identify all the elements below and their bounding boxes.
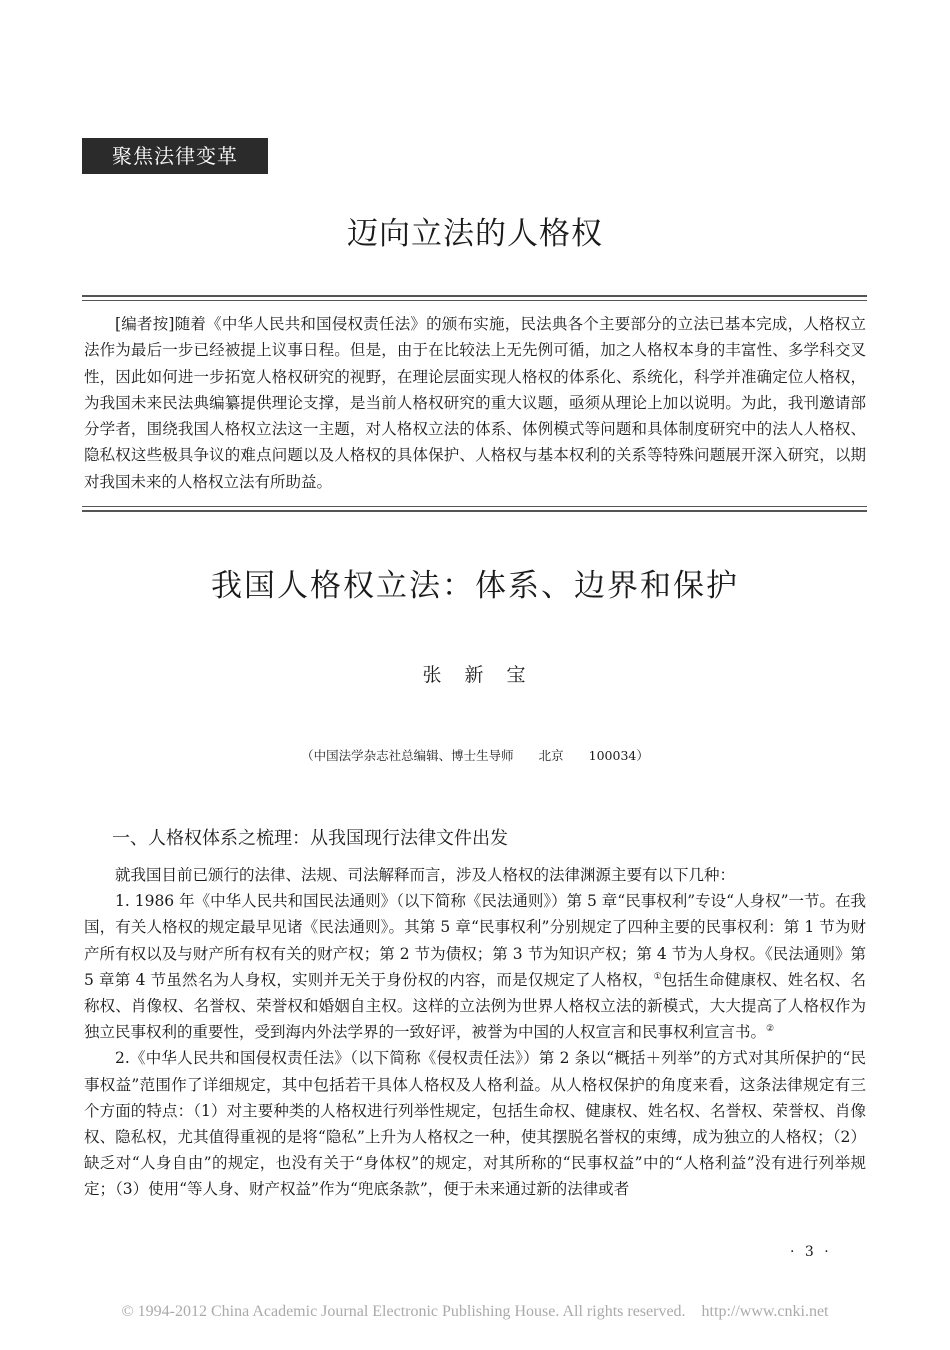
body-text xyxy=(84,862,866,1203)
affiliation: （中国法学杂志社总编辑、博士生导师 北京 100034） xyxy=(301,748,649,763)
top-double-rule xyxy=(82,295,867,301)
paragraph-1-text-b: 包括生命健康权、姓名权、名称权、肖像权、名誉权、荣誉权和婚姻自主权。这样的立法例为世界人格权立法的新模式，大大提高了人格权作为独立民事权利的重要性，受到海内外法学界的一致好评，被誉为中国的人权宣言和民事权利宣言书。 xyxy=(84,970,866,1042)
page-number: · 3 · xyxy=(790,1244,832,1260)
editor-note-text: [编者按]随着《中华人民共和国侵权责任法》的颁布实施，民法典各个主要部分的立法已基本完成，人格权立法作为最后一步已经被提上议事日程。但是，由于在比较法上无先例可循，加之人格权本身的丰富性、多学科交叉性，因此如何进一步拓宽人格权研究的视野，在理论层面实现人格权的体系化、系统化，科学并准确定位人格权，为我国未来民法典编纂提供理论支撑，是当前人格权研究的重大议题，亟须从理论上加以说明。为此，我刊邀请部分学者，围绕我国人格权立法这一主题，对人格权立法的体系、体例模式等问题和具体制度研究中的法人人格权、隐私权这些极具争议的难点问题以及人格权的具体保护、人格权与基本权利的关系等特殊问题展开深入研究，以期对我国未来的人格权立法有所助益。 xyxy=(84,315,866,491)
author: 张 新 宝 xyxy=(422,664,528,686)
copyright-watermark: © 1994-2012 China Academic Journal Electronic Publishing House. All rights reserved. http://www.cnki.net xyxy=(121,1303,829,1320)
paragraph-2: 2.《中华人民共和国侵权责任法》（以下简称《侵权责任法》）第 2 条以“概括＋列举”的方式对其所保护的“民事权益”范围作了详细规定，其中包括若干具体人格权及人格利益。从人格权保护的角度来看，这条法律规定有三个方面的特点：（1）对主要种类的人格权进行列举性规定，包括生命权、健康权、姓名权、名誉权、荣誉权、肖像权、隐私权，尤其值得重视的是将“隐私”上升为人格权之一种，使其摆脱名誉权的束缚，成为独立的人格权；（2）缺乏对“人身自由”的规定，也没有关于“身体权”的规定，对其所称的“民事权益”中的“人格利益”没有进行列举规定；（3）使用“等人身、财产权益”作为“兜底条款”，便于未来通过新的法律或者 xyxy=(84,1049,866,1199)
footnote-marker-1[interactable]: ① xyxy=(653,971,662,982)
paper-title: 我国人格权立法：体系、边界和保护 xyxy=(211,568,739,604)
editor-note xyxy=(84,311,866,495)
intro-paragraph: 就我国目前已颁行的法律、法规、司法解释而言，涉及人格权的法律渊源主要有以下几种： xyxy=(115,866,736,884)
bottom-double-rule xyxy=(82,506,867,512)
section-heading: 一、人格权体系之梳理：从我国现行法律文件出发 xyxy=(112,828,508,849)
topic-title: 迈向立法的人格权 xyxy=(347,216,603,252)
footnote-marker-2[interactable]: ② xyxy=(766,1024,775,1035)
paragraph-1 xyxy=(84,888,866,1045)
paragraph-1-text-a: 1. 1986 年《中华人民共和国民法通则》（以下简称《民法通则》）第 5 章“民事权利”专设“人身权”一节。在我国，有关人格权的规定最早见诸《民法通则》。其第 5 章“民事权利”分别规定了四种主要的民事权利：第 1 节为财产所有权以及与财产所有权有关的财产权；第 2 节为债权；第 3 节为知识产权；第 4 节为人身权。《民法通则》第 5 章第 4 节虽然名为人身权，实则并无关于身份权的内容，而是仅规定了人格权， xyxy=(84,892,867,989)
section-label: 聚焦法律变革 xyxy=(82,138,268,174)
